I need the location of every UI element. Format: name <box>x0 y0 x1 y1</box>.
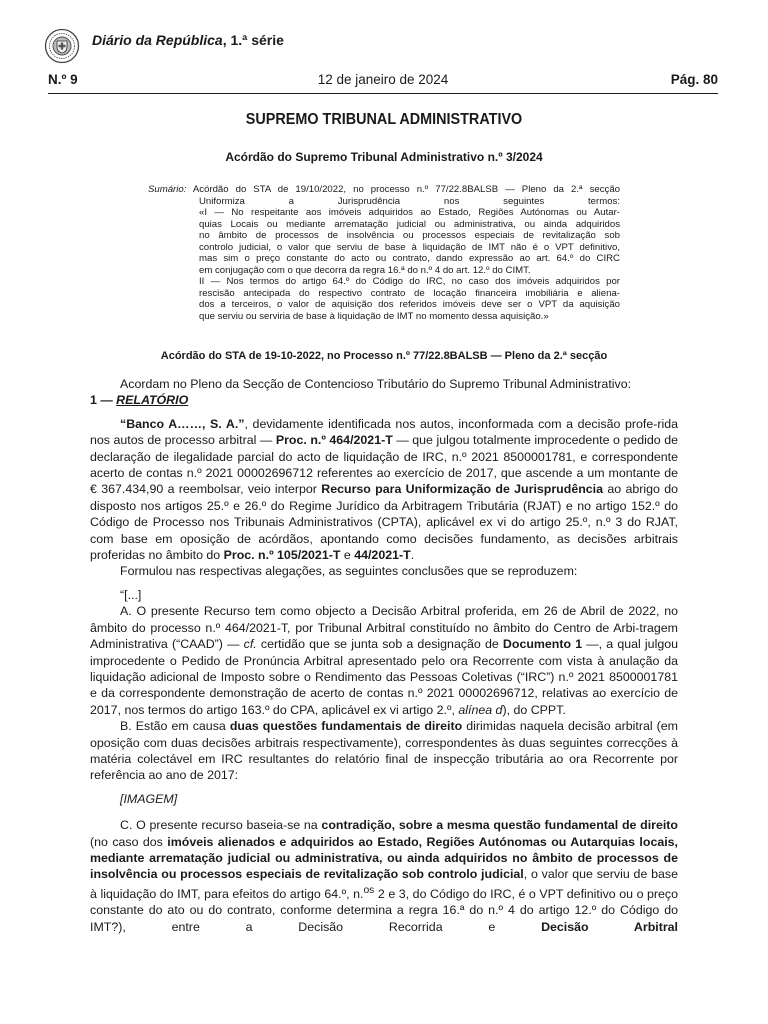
page-header <box>44 28 724 64</box>
summary-line: «I — No respeitante aos imóveis adquiridos ao Estado, Regiões Autónomas ou Autar- <box>199 207 620 219</box>
header-divider <box>48 93 718 94</box>
summary-line: no âmbito de processos de insolvência ou processos especiais de revitalização sob <box>199 230 620 242</box>
paragraph-conclusions-intro: Formulou nas respectivas alegações, as seguintes conclusões que se reproduzem: <box>120 564 578 579</box>
paragraph-C: C. O presente recurso baseia-se na contradição, sobre a mesma questão fundamental de direito (no caso dos imóveis alienados e adquiridos ao Estado, Regiões Autónomas ou Autarquias locais, mediante arrematação judicial ou administrativa, ou ainda adquiridos no âmbito de processos de insolvência ou processos especiais de revitalização sob controlo judicial, o valor que serviu de base à liquidação do IMT, para efeitos do artigo 64.º, n.$^{os}$ 2 e 3, do Código do IRC, é o VPT definitivo ou o preço constante do ato ou do contrato, conforme determina a regra 16.ª do n.º 4 do artigo 12.º do Código do IMT?), entre a Decisão Recorrida e Decisão Arbitral <box>90 818 679 934</box>
journal-series: , 1.ª série <box>222 32 284 48</box>
section-heading: 1 — RELATÓRIO <box>90 393 189 408</box>
intro-paragraph: Acordam no Pleno da Secção de Contencioso Tributário do Supremo Tribunal Administrativo: <box>120 377 632 391</box>
image-placeholder: [IMAGEM] <box>120 791 178 806</box>
summary-line: Sumário: Acórdão do STA de 19/10/2022, no processo n.º 77/22.8BALSB — Pleno da 2.ª secção <box>148 184 620 195</box>
ruling-title: Acórdão do Supremo Tribunal Administrativo n.º 3/2024 <box>225 150 543 164</box>
summary-line: dos a terceiros, o valor de aquisição dos referidos imóveis deve ser o VPT da aquisição <box>199 299 620 311</box>
issue-date: 12 de janeiro de 2024 <box>317 72 449 87</box>
summary-block <box>148 184 620 323</box>
journal-title <box>92 32 284 48</box>
summary-line: rescisão antecipada do respectivo contrato de locação financeira imobiliária e aliena- <box>199 287 620 299</box>
section-title: RELATÓRIO <box>116 393 189 408</box>
summary-line: II — Nos termos do artigo 64.º do Código do IRC, no caso dos imóveis adquiridos por <box>199 276 620 288</box>
paragraph-B: B. Estão em causa duas questões fundamentais de direito dirimidas naquela decisão arbitral (em oposição com duas decisões arbitrais respectivamente), correspondentes às duas seguintes correcções à matéria colectável em IRC resultantes do relatório final de inspecção tributária ao ora Recorrente por referência ao ano de 2017: <box>90 719 678 783</box>
quote-open: “[...] <box>120 587 142 602</box>
summary-line: controlo judicial, o valor que serviu de base à liquidação de IMT não é o VPT definitivo, <box>199 241 620 253</box>
paragraph-appeal: “Banco A……, S. A.”, devidamente identificada nos autos, inconformada com a decisão profe-rida nos autos de processo arbitral — Proc. n.º 464/2021-T — que julgou totalmente improcedente o pedido de declaração de ilegalidade parcial do acto de liquidação de IRC, n.º 2021 8500001781, e correspondente acerto de contas n.º 2021 00002696712 referentes ao exercício de 2017, que ascende a um montante de € 367.434,90 a reembolsar, veio interpor Recurso para Uniformização de Jurisprudência ao abrigo do disposto nos artigos 25.º e 26.º do Regime Jurídico da Arbitragem Tributária (RJAT) e no artigo 152.º do Código de Processo nos Tribunais Administrativos (CPTA), aplicável ex vi do artigo 25.º, n.º 3 do RJAT, com base em oposição de acórdãos, apontando como decisões fundamento, as decisões arbitrais proferidas no âmbito do Proc. n.º 105/2021-T e 44/2021-T. <box>90 416 679 563</box>
ruling-body <box>90 376 678 935</box>
summary-line: em conjugação com o que decorra da regra 16.ª do n.º 4 do art. 12.º do CIMT. <box>199 264 531 276</box>
summary-line: que serviu ou serviria de base à liquidação de IMT no momento dessa aquisição.» <box>199 311 549 323</box>
court-title: SUPREMO TRIBUNAL ADMINISTRATIVO <box>245 111 523 128</box>
page-number: Pág. 80 <box>670 72 718 87</box>
summary-line: quias Locais ou mediante arrematação judicial ou administrativa, ou ainda adquiridos <box>199 218 620 230</box>
summary-label: Sumário: <box>148 184 187 195</box>
summary-line: Uniformiza a Jurisprudência nos seguintes termos: <box>199 195 620 207</box>
republic-emblem-icon <box>44 28 80 64</box>
issue-number: N.º 9 <box>48 72 78 87</box>
journal-name: Diário da República <box>92 32 223 48</box>
paragraph-A: A. O presente Recurso tem como objecto a Decisão Arbitral proferida, em 26 de Abril de 2022, no âmbito do processo n.º 464/2021-T, por Tribunal Arbitral constituído no âmbito do Centro de Arbi-tragem Administrativa (“CAAD”) — cf. certidão que se junta sob a designação de Documento 1 —, a qual julgou improcedente o Pedido de Pronúncia Arbitral apresentado pelo ora Recorrente com vista à anulação da liquidação adicional de Imposto sobre o Rendimento das Pessoas Coletivas (“IRC”) n.º 2021 8500001781 e da correspondente demonstração de acerto de contas n.º 2021 00002696712, relativas ao exercício de 2017, nos termos do artigo 163.º do CPA, aplicável ex vi artigo 2.º, alínea d), do CPPT. <box>90 604 678 717</box>
case-heading: Acórdão do STA de 19-10-2022, no Processo n.º 77/22.8BALSB — Pleno da 2.ª secção <box>160 350 608 362</box>
summary-line: mas sim o preço constante do acto ou contrato, dando expressão ao art. 64.º do CIRC <box>199 253 620 265</box>
issue-row <box>48 72 718 92</box>
